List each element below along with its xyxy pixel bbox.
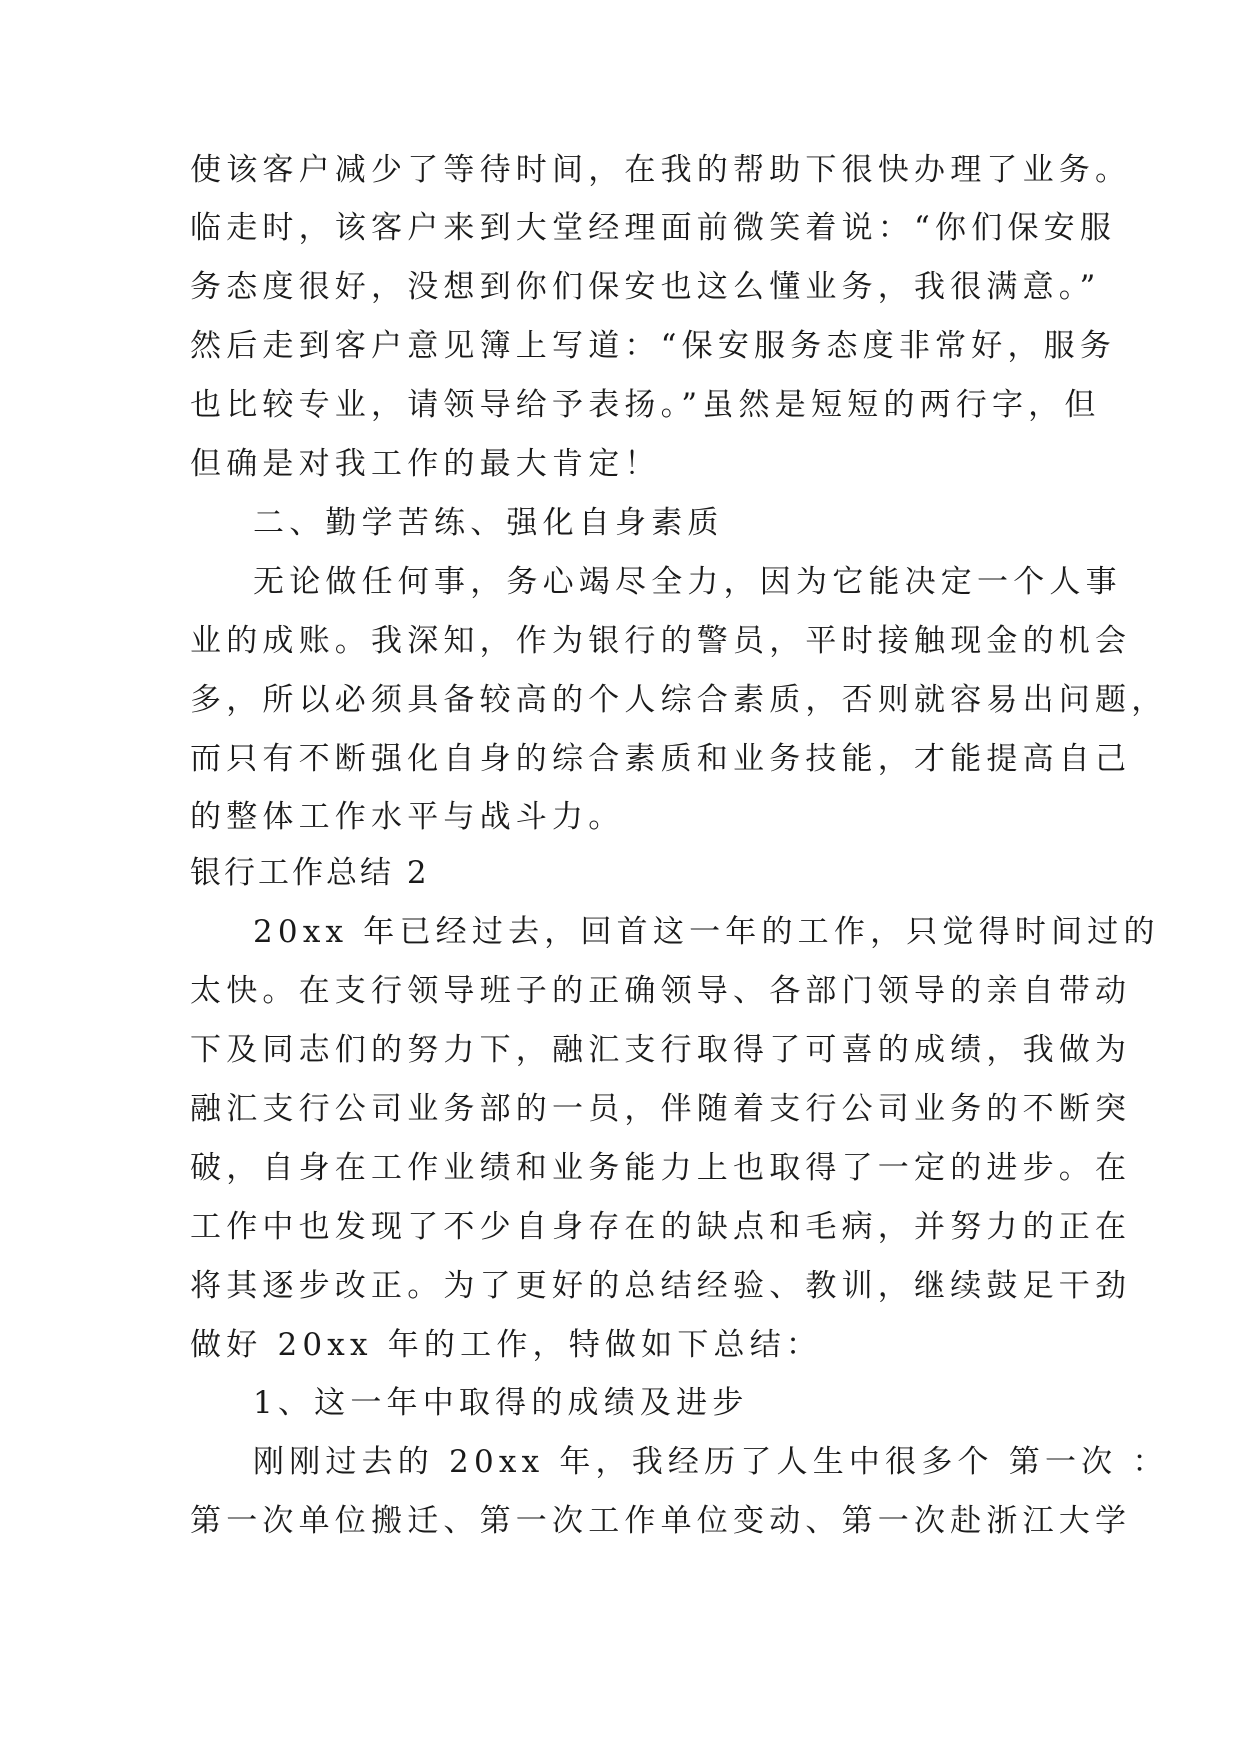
text-line: 将其逐步改正。为了更好的总结经验、教训，继续鼓足干劲: [190, 1268, 1132, 1304]
text-line: 的整体工作水平与战斗力。: [190, 799, 625, 835]
text-line: 也比较专业，请领导给予表扬。”虽然是短短的两行字，但: [190, 387, 1101, 423]
text-line: 做好 20xx 年的工作，特做如下总结：: [190, 1327, 823, 1363]
text-line: 第一次单位搬迁、第一次工作单位变动、第一次赴浙江大学: [190, 1503, 1132, 1539]
text-line: 融汇支行公司业务部的一员，伴随着支行公司业务的不断突: [190, 1091, 1132, 1127]
text-line: 刚刚过去的 20xx 年，我经历了人生中很多个 第一次 ：: [253, 1444, 1169, 1480]
text-line: 下及同志们的努力下，融汇支行取得了可喜的成绩，我做为: [190, 1032, 1132, 1068]
text-line: 太快。在支行领导班子的正确领导、各部门领导的亲自带动: [190, 973, 1132, 1009]
text-line: 多，所以必须具备较高的个人综合素质，否则就容易出问题，: [190, 682, 1168, 718]
text-line: 无论做任何事，务心竭尽全力，因为它能决定一个人事: [253, 564, 1122, 600]
text-line: 破，自身在工作业绩和业务能力上也取得了一定的进步。在: [190, 1150, 1132, 1186]
text-line: 临走时，该客户来到大堂经理面前微笑着说：“你们保安服: [190, 210, 1117, 246]
text-line: 业的成账。我深知，作为银行的警员，平时接触现金的机会: [190, 623, 1132, 659]
section-heading: 1、这一年中取得的成绩及进步: [253, 1385, 749, 1421]
text-line: 使该客户减少了等待时间，在我的帮助下很快办理了业务。: [190, 152, 1132, 188]
text-line: 而只有不断强化自身的综合素质和业务技能，才能提高自己: [190, 741, 1132, 777]
text-line: 但确是对我工作的最大肯定！: [190, 446, 661, 482]
text-line: 务态度很好，没想到你们保安也这么懂业务，我很满意。”: [190, 269, 1101, 305]
section-heading: 二、勤学苦练、强化自身素质: [253, 505, 724, 541]
text-line: 工作中也发现了不少自身存在的缺点和毛病，并努力的正在: [190, 1209, 1132, 1245]
document-title: 银行工作总结 2: [190, 855, 430, 891]
text-line: 20xx 年已经过去，回首这一年的工作，只觉得时间过的: [253, 914, 1160, 950]
text-line: 然后走到客户意见簿上写道：“保安服务态度非常好，服务: [190, 328, 1117, 364]
